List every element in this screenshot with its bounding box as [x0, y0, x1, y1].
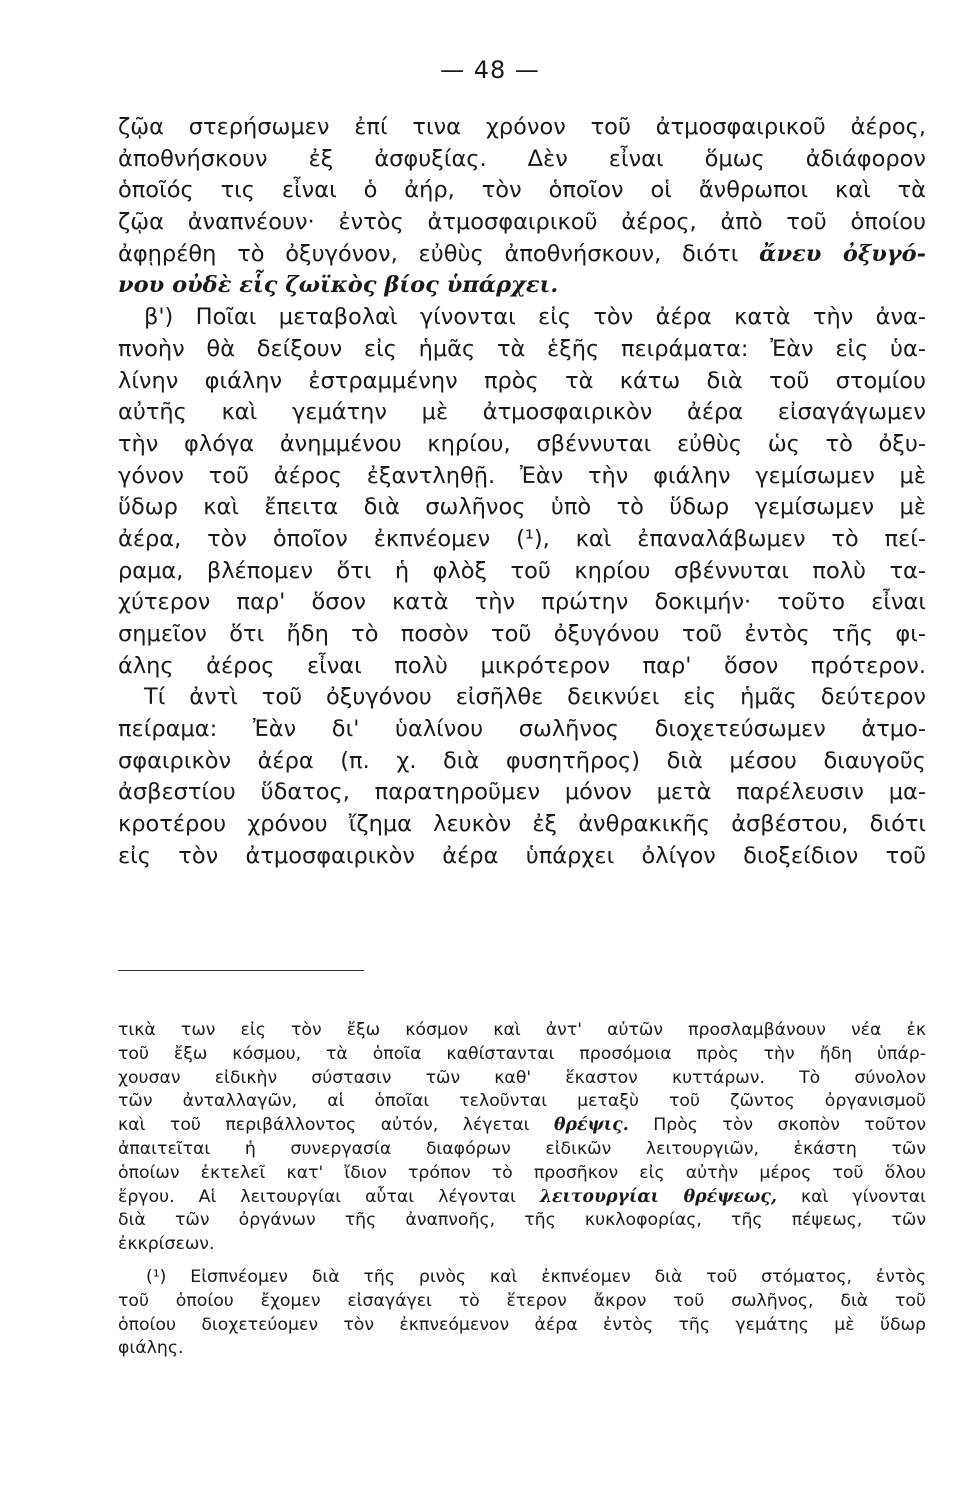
body-line: ἀποθνήσκουν ἐξ ἀσφυξίας. Δὲν εἶναι ὅμως ἀδιάφορον [118, 145, 926, 172]
footnote-divider [118, 970, 364, 971]
paragraph-line: σημεῖον ὅτι ἤδη τὸ ποσὸν τοῦ ὀξυγόνου τοῦ ἐντὸς τῆς φι- [118, 621, 926, 647]
paragraph-line: πνοὴν θὰ δείξουν εἰς ἡμᾶς τὰ ἑξῆς πειράματα: Ἐὰν εἰς ὑα- [118, 335, 926, 362]
footnote-emphasis: θρέψις. [554, 1115, 629, 1136]
paragraph-line: κροτέρου χρόνου ἴζημα λευκὸν ἐξ ἀνθρακικῆς ἀσβέστου, διότι [118, 811, 926, 838]
body-line: ζῷα ἀναπνέουν· ἐντὸς ἀτμοσφαιρικοῦ ἀέρος, ἀπὸ τοῦ ὁποίου [118, 209, 926, 236]
footnote-line-with-emphasis [118, 1114, 926, 1138]
footnote-text: ἔργου. Αἱ λειτουργίαι αὗται λέγονται [118, 1186, 516, 1207]
footnote-text: καὶ τοῦ περιβάλλοντος αὐτόν, λέγεται [118, 1115, 530, 1136]
paragraph-line: λίνην φιάλην ἐστραμμένην πρὸς τὰ κάτω διὰ τοῦ στομίου [118, 367, 926, 394]
footnote-line: τοῦ ὁποίου ἔχομεν εἰσαγάγει τὸ ἕτερον ἄκρον τοῦ σωλῆνος, διὰ τοῦ [118, 1290, 926, 1311]
footnote-text: καὶ γίνονται [800, 1186, 927, 1207]
footnote-line: ὁποίου διοχετεύομεν τὸν ἐκπνεόμενον ἀέρα ἐντὸς τῆς γεμάτης μὲ ὕδωρ [118, 1314, 926, 1335]
paragraph-line: ὕδωρ καὶ ἔπειτα διὰ σωλῆνος ὑπὸ τὸ ὕδωρ γεμίσωμεν μὲ [118, 494, 926, 521]
footnote-line: τῶν ἀνταλλαγῶν, αἱ ὁποῖαι τελοῦνται μεταξὺ τοῦ ζῶντος ὀργανισμοῦ [118, 1091, 926, 1112]
paragraph-line: β') Ποῖαι μεταβολαὶ γίνονται εἰς τὸν ἀέρα κατὰ τὴν ἀνα- [144, 304, 926, 331]
main-text [118, 112, 926, 873]
footnote-line: ἐκκρίσεων. [118, 1234, 215, 1255]
footnote-line: χουσαν εἰδικὴν σύστασιν τῶν καθ' ἕκαστον κυττάρων. Τὸ σύνολον [118, 1067, 926, 1088]
paragraph-line: πείραμα: Ἐὰν δι' ὑαλίνου σωλῆνος διοχετεύσωμεν ἀτμο- [118, 716, 926, 743]
paragraph-line: ἀσβεστίου ὕδατος, παρατηροῦμεν μόνον μετὰ παρέλευσιν μα- [118, 779, 926, 806]
body-line-with-emphasis [118, 239, 926, 271]
footnote-line: ὁποίων ἐκτελεῖ κατ' ἴδιον τρόπον τὸ προσῆκον εἰς αὐτὴν μέρος τοῦ ὅλου [118, 1162, 926, 1183]
footnote-line: φιάλης. [118, 1338, 184, 1359]
body-line: ὁποῖός τις εἶναι ὁ ἀήρ, τὸν ὁποῖον οἱ ἄνθρωποι καὶ τὰ [118, 177, 926, 204]
footnote-text: Πρὸς τὸν σκοπὸν τοῦτον [653, 1115, 927, 1136]
paragraph-line: σφαιρικὸν ἀέρα (π. χ. διὰ φυσητῆρος) διὰ μέσου διαυγοῦς [118, 747, 926, 774]
emphasis-text: ἄνευ ὀξυγό- [759, 240, 927, 267]
page-number: — 48 — [440, 56, 540, 84]
body-text: ἀφῃρέθη τὸ ὀξυγόνον, εὐθὺς ἀποθνήσκουν, διότι [118, 240, 739, 267]
body-line: ζῷα στερήσωμεν ἐπί τινα χρόνον τοῦ ἀτμοσφαιρικοῦ ἀέρος, [118, 114, 926, 140]
paragraph-line: αὐτῆς καὶ γεμάτην μὲ ἀτμοσφαιρικὸν ἀέρα εἰσαγάγωμεν [118, 399, 926, 426]
footnotes [118, 1019, 926, 1361]
footnote-line: τικὰ των εἰς τὸν ἔξω κόσμον καὶ ἀντ' αὐτῶν προσλαμβάνουν νέα ἐκ [118, 1020, 926, 1040]
paragraph-line: γόνον τοῦ ἀέρος ἐξαντληθῇ. Ἐὰν τὴν φιάλην γεμίσωμεν μὲ [118, 462, 926, 489]
paragraph-line: εἰς τὸν ἀτμοσφαιρικὸν ἀέρα ὑπάρχει ὀλίγον διοξείδιον τοῦ [118, 842, 926, 869]
paragraph-line: τὴν φλόγα ἀνημμένου κηρίου, σβέννυται εὐθὺς ὡς τὸ ὀξυ- [118, 430, 926, 457]
footnote-line: τοῦ ἔξω κόσμου, τὰ ὁποῖα καθίστανται προσόμοια πρὸς τὴν ἤδη ὑπάρ- [118, 1043, 926, 1064]
footnote-line: (¹) Εἰσπνέομεν διὰ τῆς ρινὸς καὶ ἐκπνέομεν διὰ τοῦ στόματος, ἐντὸς [146, 1266, 926, 1287]
footnote-line: διὰ τῶν ὀργάνων τῆς ἀναπνοῆς, τῆς κυκλοφορίας, τῆς πέψεως, τῶν [118, 1210, 926, 1231]
footnote-emphasis: λειτουργίαι θρέψεως, [539, 1186, 777, 1207]
paragraph-line: Τί ἀντὶ τοῦ ὀξυγόνου εἰσῆλθε δεικνύει εἰς ἡμᾶς δεύτερον [144, 684, 926, 711]
paragraph-line: ραμα, βλέπομεν ὅτι ἡ φλὸξ τοῦ κηρίου σβέννυται πολὺ τα- [118, 557, 926, 584]
paragraph-line: χύτερον παρ' ὅσον κατὰ τὴν πρώτην δοκιμήν· τοῦτο εἶναι [118, 589, 926, 616]
footnote-line: ἀπαιτεῖται ἡ συνεργασία διαφόρων εἰδικῶν λειτουργιῶν, ἑκάστη τῶν [118, 1138, 926, 1159]
emphasis-line [118, 270, 926, 302]
emphasis-text: νου οὐδὲ εἷς ζωϊκὸς βίος ὑπάρχει. [118, 272, 559, 299]
paragraph-line: ἀέρα, τὸν ὁποῖον ἐκπνέομεν (¹), καὶ ἐπαναλάβωμεν τὸ πεί- [118, 525, 926, 552]
paragraph-line: άλης ἀέρος εἶναι πολὺ μικρότερον παρ' ὅσον πρότερον. [118, 652, 926, 679]
footnote-line-with-emphasis [118, 1186, 926, 1210]
